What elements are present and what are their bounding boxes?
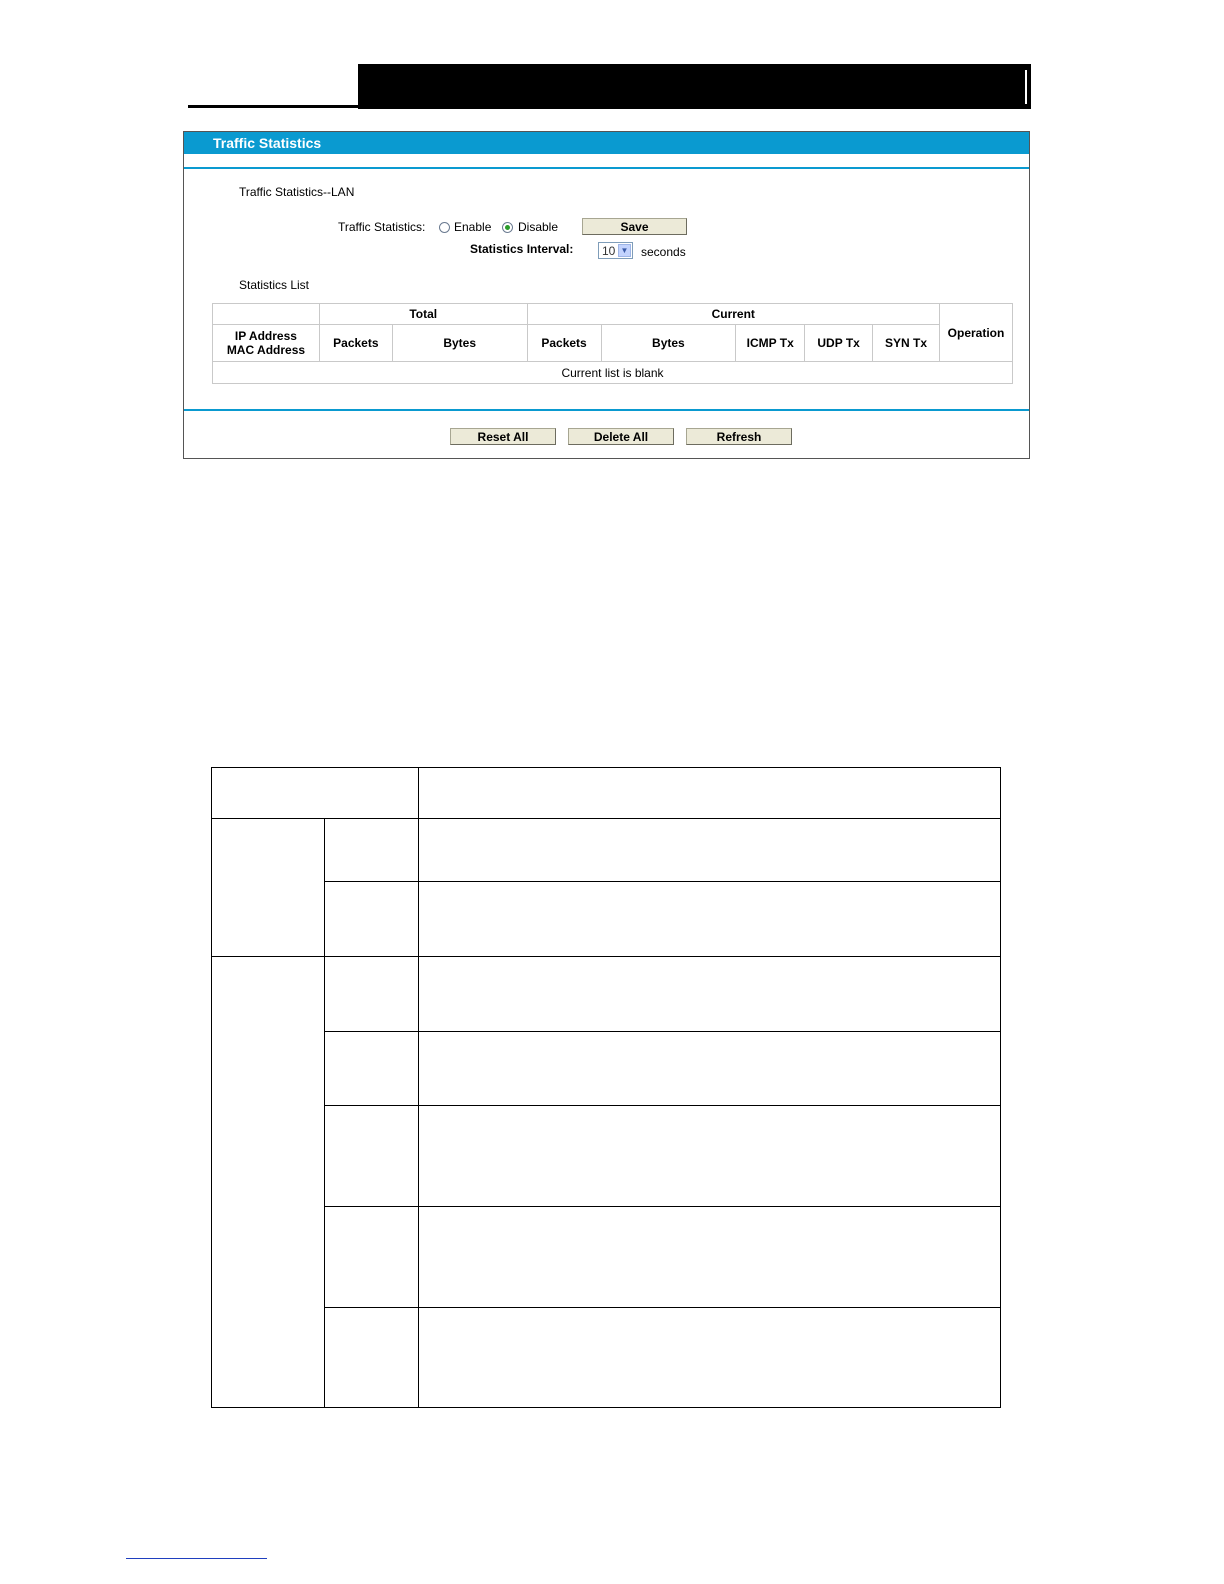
table-column-header-row [213, 325, 1013, 362]
seconds-label: seconds [641, 245, 686, 259]
panel-title-bar [184, 132, 1029, 154]
table-group-header-row [213, 304, 1013, 325]
header-icmp-tx: ICMP Tx [736, 325, 805, 362]
table-divider [324, 1307, 1000, 1308]
empty-header-cell [213, 304, 320, 325]
table-divider [324, 1105, 1000, 1106]
header-ip-address: IP Address [234, 329, 297, 343]
table-divider [324, 818, 325, 1407]
interval-select[interactable] [598, 242, 633, 259]
table-divider [324, 1031, 1000, 1032]
disable-radio[interactable] [502, 222, 513, 233]
statistics-interval-label: Statistics Interval: [470, 242, 574, 256]
interval-select-value: 10 [602, 244, 616, 258]
table-divider [212, 956, 1000, 957]
table-divider [324, 1206, 1000, 1207]
table-divider [324, 881, 1000, 882]
header-total: Total [319, 304, 527, 325]
header-current-bytes: Bytes [601, 325, 736, 362]
chevron-down-icon[interactable]: ▼ [618, 244, 631, 257]
enable-label: Enable [454, 220, 492, 234]
header-bar [358, 64, 1031, 109]
statistics-list-label: Statistics List [239, 278, 310, 292]
traffic-statistics-label: Traffic Statistics: [338, 220, 426, 234]
divider-top [184, 167, 1029, 169]
header-rule [188, 105, 360, 108]
header-current-packets: Packets [527, 325, 601, 362]
disable-label: Disable [518, 220, 559, 234]
traffic-statistics-panel [183, 131, 1030, 459]
statistics-table [212, 303, 1013, 384]
header-current: Current [527, 304, 939, 325]
panel-title: Traffic Statistics [213, 135, 322, 151]
header-total-packets: Packets [319, 325, 392, 362]
header-total-bytes: Bytes [392, 325, 527, 362]
header-udp-tx: UDP Tx [805, 325, 873, 362]
enable-radio[interactable] [439, 222, 450, 233]
description-table [211, 767, 1001, 1408]
header-mac-address: MAC Address [226, 343, 306, 357]
header-ip-mac [213, 325, 320, 362]
footer-link-underline [126, 1558, 267, 1559]
save-button[interactable]: Save [582, 218, 687, 235]
table-divider [418, 768, 419, 1407]
header-syn-tx: SYN Tx [873, 325, 940, 362]
divider-bottom [184, 409, 1029, 411]
delete-all-button[interactable]: Delete All [568, 428, 674, 445]
reset-all-button[interactable]: Reset All [450, 428, 556, 445]
refresh-button[interactable]: Refresh [686, 428, 792, 445]
table-row [213, 362, 1013, 384]
empty-list-message: Current list is blank [213, 362, 1013, 384]
section-lan-label: Traffic Statistics--LAN [239, 185, 355, 199]
header-operation: Operation [939, 304, 1012, 362]
table-divider [212, 818, 1000, 819]
